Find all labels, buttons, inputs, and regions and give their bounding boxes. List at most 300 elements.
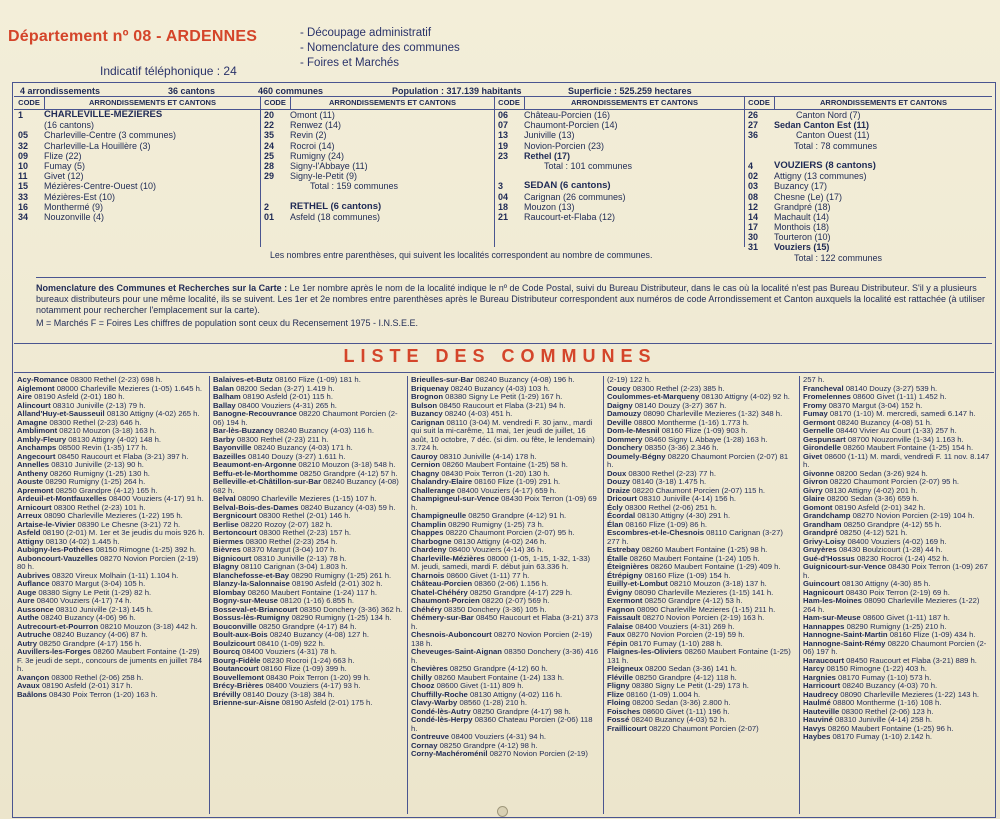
commune-name: Champigneulle [411, 511, 467, 520]
commune-entry [411, 495, 600, 512]
canton-code: 29 [264, 171, 275, 182]
commune-name: Anchamps [17, 443, 57, 452]
commune-name: Auboncourt-Vauzelles [17, 553, 98, 563]
commune-name: Flize [607, 689, 625, 699]
canton-row [744, 212, 992, 222]
commune-name: Gruyères [803, 545, 837, 554]
commune-details: 08800 Montherme (1-16) 1.773 h. [633, 417, 749, 427]
canton-code: 10 [18, 160, 29, 171]
commune-name: Fépin [607, 638, 628, 648]
commune-name: Auvillers-les-Forges [17, 647, 91, 656]
canton-row [260, 141, 494, 151]
binder-hole [497, 806, 508, 817]
commune-name: Fagnon [607, 604, 635, 614]
commune-name: Évigny [607, 587, 633, 597]
commune-details: 08210 Mouzon (3-18) 163 h. [59, 426, 157, 435]
commune-details: 08220 Rozoy (2-07) 182 h. [240, 519, 333, 529]
canton-name: Omont (11) [290, 110, 335, 120]
commune-details: 08240 Buzancy (4-03) 103 h. [450, 383, 550, 393]
commune-name: Givonne [803, 468, 834, 478]
commune-details: 08170 Fumay (1-10) 2.142 h. [832, 732, 933, 741]
commune-name: Aire [17, 392, 32, 401]
canton-row [494, 130, 744, 140]
canton-row [14, 130, 260, 140]
commune-details: 08380 Signy Le Petit (1-29) 173 h. [631, 681, 749, 690]
canton-row [260, 151, 494, 161]
canton-name: Canton Ouest (11) [796, 130, 870, 141]
code-header: CODE [260, 97, 291, 109]
commune-entry [411, 631, 600, 648]
commune-details: 08220 Chaumont Porcien (2-07) [648, 723, 759, 733]
commune-name: Bièvres [213, 545, 241, 554]
commune-details: 08140 Douzy (3-27) 367 h. [634, 400, 727, 410]
canton-code: 03 [748, 181, 759, 192]
commune-details: 08270 Novion Porcien (2-19) 163 h. [642, 613, 765, 622]
commune-name: Fraillicourt [607, 723, 647, 733]
commune-details: 08350 Donchery (3-36) 105 h. [443, 604, 547, 614]
commune-name: Doux [607, 468, 627, 478]
commune-name: Chuffilly-Roche [411, 689, 468, 699]
commune-details: 08200 Sedan (3-27) 1.419 h. [236, 383, 335, 393]
commune-name: Bosseval-et-Briancourt [213, 604, 298, 614]
commune-name: Daigny [607, 400, 633, 410]
commune-name: Bossus-lès-Rumigny [213, 613, 290, 622]
commune-name: Biermes [213, 536, 244, 546]
commune-details: 08430 Poix Terron (1-09) 267 h. [803, 562, 988, 580]
stat-arrondissements: 4 arrondissements [20, 86, 101, 96]
canton-row [494, 171, 744, 181]
canton-name: Vouziers (15) [774, 242, 830, 253]
canton-code: 24 [264, 140, 275, 151]
commune-name: Berlise [213, 519, 239, 529]
canton-row [260, 202, 494, 212]
commune-details: 08170 (1-10) M. mercredi, samedi 6.147 h. [829, 409, 976, 418]
commune-name: Champlin [411, 519, 447, 529]
canton-code: 07 [498, 120, 509, 131]
commune-name: Hannogne-Saint-Martin [803, 630, 888, 639]
canton-note: Les nombres entre parenthèses, qui suivent les localités correspondent au nombre de communes. [270, 250, 653, 260]
commune-details: 08110 Carignan (3-04) 1.803 h. [240, 562, 348, 571]
commune-details: 08090 Charleville Mezieres (1-15) 211 h. [636, 604, 776, 614]
canton-name: Total : 159 communes [310, 181, 399, 192]
commune-name: Bulson [411, 400, 438, 410]
commune-name: Antheny [17, 468, 48, 478]
canton-code: 31 [748, 242, 759, 253]
commune-details: 08240 Buzancy (4-03) 52 h. [631, 715, 727, 724]
commune-entry [607, 529, 796, 546]
commune-details: 08240 Buzancy (4-06) 96 h. [40, 613, 136, 622]
commune-name: Brognon [411, 392, 444, 401]
commune-name: Beffu-et-le-Morthomme [213, 468, 298, 478]
commune-details: 08270 Novion Porcien (2-19) 104 h. [852, 511, 975, 520]
commune-entry [607, 648, 796, 665]
commune-name: Ardeuil-et-Montfauxelles [17, 494, 107, 503]
commune-entry [213, 478, 404, 495]
canton-name: Chaumont-Porcien (14) [524, 120, 618, 131]
code-header: CODE [494, 97, 525, 109]
commune-details: 08130 Attigny (4-02) 148 h. [68, 434, 162, 444]
commune-details: 08240 Buzancy (4-08) 127 h. [269, 630, 369, 639]
canton-name: Attigny (13 communes) [774, 171, 867, 182]
canton-row [14, 151, 260, 161]
commune-name: Auflance [17, 579, 50, 588]
commune-details: 08220 Chaumont Porcien (2-07) 95 h. [829, 477, 959, 486]
commune-details: 08130 (4-02) 1.445 h. [45, 536, 120, 546]
canton-code [14, 120, 44, 130]
commune-details: 08260 Maubert Fontaine (1-24) 105 h. [629, 553, 760, 563]
commune-name: Baâlons [17, 689, 47, 699]
commune-name: Belval-Bois-des-Dames [213, 502, 299, 512]
bullet-item: - Découpage administratif [300, 26, 460, 41]
canton-name: CHARLEVILLE-MÉZIÈRES [44, 110, 163, 120]
commune-details: 08130 Attigny (4-02) 201 h. [824, 485, 918, 495]
commune-name: Hauviné [803, 715, 833, 724]
canton-code: 08 [748, 191, 759, 202]
commune-details: 08400 Vouziers (4-31) 78 h. [242, 647, 337, 656]
commune-details: 08400 Vouziers (4-31) 265 h. [237, 400, 337, 410]
commune-entry [607, 453, 796, 470]
canton-name: Mouzon (13) [524, 201, 575, 212]
canton-name: Asfeld (18 communes) [290, 211, 381, 222]
commune-details: 08130 Attigny (4-02) 92 h. [701, 392, 790, 401]
commune-details: 08240 Buzancy (4-03) 70 h. [842, 681, 938, 690]
commune-details: 08130 Attigny (4-02) 265 h. [106, 409, 200, 418]
commune-details: 08090 Charleville Mezieres (1-15) 141 h. [634, 587, 774, 597]
commune-name: Boutancourt [213, 664, 259, 673]
commune-name: Fligny [607, 681, 630, 690]
communes-column [408, 376, 604, 814]
commune-entry [213, 699, 404, 708]
canton-code [494, 171, 524, 181]
commune-details: 08400 Vouziers (4-17) 74 h. [36, 596, 132, 605]
commune-entry [17, 648, 206, 674]
commune-name: Auge [17, 587, 37, 597]
commune-name: Avaux [17, 681, 40, 690]
canton-code: 35 [264, 130, 275, 141]
commune-details: 08370 Margut (3-04) 105 h. [51, 579, 146, 588]
commune-name: Arnicourt [17, 502, 52, 512]
commune-entry [17, 555, 206, 572]
commune-name: Bourcq [213, 647, 240, 656]
commune-details: 08090 Charleville Mezieres (1-22) 195 h. [43, 511, 183, 520]
commune-details: 08600 Givet (1-11) 809 h. [436, 681, 524, 690]
canton-row [744, 181, 992, 191]
commune-details: 08220 Chaumont Porcien (2-06) 194 h. [213, 409, 398, 427]
commune-name: Buzancy [411, 409, 443, 418]
header [0, 0, 1000, 80]
commune-details: 08290 Rumigny (1-25) 264 h. [45, 477, 146, 486]
commune-details: 08250 Grandpre (4-12) 165 h. [55, 485, 158, 495]
commune-name: Banogne-Recouvrance [213, 409, 297, 418]
commune-details: 08170 Fumay (1-10) 288 h. [629, 638, 723, 648]
commune-details: 08090 Charleville Mezieres (1-22) 143 h. [840, 689, 980, 699]
communes-list [14, 372, 994, 813]
canton-row [744, 120, 992, 130]
commune-name: Ballay [213, 400, 236, 410]
canton-row [14, 212, 260, 222]
canton-row [744, 171, 992, 181]
stat-population: Population : 317.139 habitants [392, 86, 522, 96]
canton-name: Monthois (18) [774, 222, 830, 233]
commune-details: 08300 Rethel (2-01) 146 h. [258, 511, 351, 520]
commune-details: 08350 (3-36) 2.346 h. [644, 443, 719, 452]
canton-row [744, 161, 992, 171]
commune-name: Harricourt [803, 681, 841, 690]
commune-name: Ham-sur-Meuse [803, 613, 861, 622]
commune-entry [17, 691, 206, 700]
commune-name: Bogny-sur-Meuse [213, 596, 278, 605]
canton-code [260, 192, 290, 202]
commune-details: 08300 Rethel (2-06) 123 h. [841, 706, 934, 716]
commune-details: 08140 (3-18) 1.475 h. [632, 477, 707, 486]
canton-code: 18 [498, 201, 509, 212]
commune-name: Bouconville [213, 621, 257, 631]
commune-details: 08600 Givet (1-11) 77 h. [446, 570, 530, 580]
commune-name: Euilly-et-Lombut [607, 579, 668, 588]
commune-name: Acy-Romance [17, 376, 69, 384]
canton-name: Buzancy (17) [774, 181, 828, 192]
commune-name: Douzy [607, 477, 631, 486]
communes-column [800, 376, 994, 814]
commune-details: 08160 Flize (1-09) 86 h. [625, 519, 708, 529]
commune-details: 08210 Mouzon (3-18) 442 h. [100, 621, 198, 631]
canton-row [14, 161, 260, 171]
commune-name: Coucy [607, 383, 631, 393]
canton-name: Charleville-La Houillère (3) [44, 140, 151, 151]
commune-details: 08390 Le Chesne (3-21) 72 h. [77, 519, 181, 529]
canton-name: Total : 122 communes [794, 252, 883, 263]
commune-details: 08250 Grandpre (4-17) 84 h. [258, 621, 357, 631]
commune-details: 08110 (3-04) M. vendredi F. 30 janv., mardi qui suit la mi-carême, 11 mai, 1er jeudi de juillet, 16 août, 10 octobre, 7 déc. (si dim. ou fête, le lendemain) 3.724 h. [411, 417, 595, 452]
commune-entry [803, 597, 991, 614]
canton-row [260, 192, 494, 202]
header-bullets [300, 26, 460, 71]
commune-details: 08190 Asfeld (2-01) 302 h. [292, 579, 383, 588]
canton-row [744, 192, 992, 202]
canton-column [494, 97, 745, 247]
commune-name: Balan [213, 383, 234, 393]
commune-details: 08240 Buzancy (4-08) 196 h. [475, 376, 575, 384]
commune-name: Germont [803, 417, 836, 427]
canton-name: Signy-l'Abbaye (11) [290, 160, 368, 171]
commune-name: Chooz [411, 681, 435, 690]
commune-name: Condé-lès-Herpy [411, 715, 473, 724]
commune-name: Blagny [213, 562, 239, 571]
commune-name: Carignan [411, 417, 445, 427]
cantons-table [14, 96, 992, 272]
commune-name: Briquenay [411, 383, 449, 393]
commune-details: 08460 Signy L Abbaye (1-28) 163 h. [644, 434, 768, 444]
commune-name: Apremont [17, 485, 54, 495]
commune-details: 08700 Nouzonville (1-34) 1.163 h. [847, 434, 964, 444]
commune-name: Clavy-Warby [411, 698, 458, 707]
canton-column [260, 97, 495, 247]
canton-name: Rumigny (24) [290, 150, 345, 161]
commune-name: Écly [607, 502, 623, 512]
canton-name: SEDAN (6 cantons) [524, 181, 611, 192]
commune-name: Bergnicourt [213, 511, 257, 520]
stat-superficie: Superficie : 525.259 hectares [568, 86, 692, 96]
commune-details: 08190 Asfeld (2-01) 317 h. [41, 681, 133, 690]
canton-row [14, 120, 260, 130]
commune-name: Damouzy [607, 409, 642, 418]
arrondissement-header: ARRONDISSEMENTS ET CANTONS [820, 98, 947, 107]
commune-name: Amagne [17, 417, 48, 427]
commune-name: Blombay [213, 587, 246, 597]
canton-row [494, 110, 744, 120]
commune-details: 08380 Signy Le Petit (1-29) 167 h. [445, 392, 563, 401]
commune-details: 08210 Mouzon (3-18) 137 h. [669, 579, 767, 588]
commune-details: 08160 Flize (1-09) 434 h. [889, 630, 976, 639]
commune-name: Gespunsart [803, 434, 846, 444]
commune-name: Donchery [607, 443, 643, 452]
commune-name: Autrecourt-et-Pourron [17, 621, 99, 631]
canton-row [260, 110, 494, 120]
canton-row [744, 141, 992, 151]
commune-name: Foisches [607, 706, 641, 716]
commune-name: Alincourt [17, 400, 51, 410]
commune-details: 08240 Buzancy (4-03) 116 h. [275, 426, 374, 435]
commune-name: Haulmé [803, 698, 831, 707]
commune-name: Coulommes-et-Marqueny [607, 392, 700, 401]
commune-name: Givry [803, 485, 823, 495]
commune-details: 08450 Raucourt et Flaba (3-21) 94 h. [439, 400, 566, 410]
canton-row [14, 171, 260, 181]
commune-details: 08270 Novion Porcien (2-19) 138 h. [411, 630, 593, 648]
commune-details: 08250 Grandpre (4-12) 91 h. [468, 511, 567, 520]
commune-details: 08150 Rimogne (1-25) 392 h. [95, 545, 197, 554]
commune-name: Francheval [803, 383, 844, 393]
canton-name [524, 171, 744, 181]
commune-details: 08140 Douzy (3-27) 539 h. [845, 383, 938, 393]
commune-name: Gernelle [803, 426, 834, 435]
commune-name: Belleville-et-Châtillon-sur-Bar [213, 477, 322, 486]
commune-entry [411, 614, 600, 631]
canton-row [260, 181, 494, 191]
canton-code: 22 [264, 120, 275, 131]
commune-name: Gomont [803, 502, 833, 512]
commune-details: 08190 (2-01) M. 1er et 3e jeudis du mois 926 h. [42, 528, 205, 537]
commune-name: Château-Porcien [411, 579, 473, 588]
commune-details: 08600 Givet (1-11) 196 h. [642, 706, 730, 716]
commune-details: 08150 Rimogne (1-22) 403 h. [826, 664, 927, 673]
department-title: Département nº 08 - ARDENNES [8, 28, 258, 45]
commune-name: Girondelle [803, 443, 842, 452]
canton-row [260, 171, 494, 181]
commune-name: Chardeny [411, 545, 447, 554]
canton-name: Grandpré (18) [774, 201, 831, 212]
commune-details: 08160 Flize (1-09) 181 h. [274, 376, 361, 384]
commune-details: 08450 Raucourt et Flaba (3-21) 397 h. [57, 451, 189, 461]
nomenclature-title: Nomenclature des Communes et Recherches sur la Carte : [36, 283, 288, 293]
canton-name: Total : 101 communes [544, 160, 633, 171]
canton-code: 12 [748, 201, 759, 212]
canton-name: Givet (12) [44, 171, 84, 182]
commune-details: 08250 Grandpre (4-12) 53 h. [644, 596, 743, 605]
commune-entry [411, 750, 600, 759]
canton-name: Nouzonville (4) [44, 211, 105, 222]
canton-code: 34 [18, 211, 29, 222]
commune-details: 08250 Grandpre (4-17) 156 h. [39, 638, 142, 648]
canton-name: Renwez (14) [290, 120, 342, 131]
commune-details: 08300 Rethel (2-23) 101 h. [53, 502, 146, 512]
commune-details: 08160 Flize (1-09) 903 h. [661, 426, 748, 435]
commune-entry [411, 419, 600, 453]
commune-details: 08120 (1-16) 6.855 h. [280, 596, 355, 605]
commune-name: Ham-les-Moines [803, 596, 862, 605]
commune-name: Fleigneux [607, 664, 643, 673]
commune-name: Chappes [411, 528, 444, 537]
canton-name: Mézières-Centre-Ouest (10) [44, 181, 157, 192]
commune-details: 08400 Vouziers (4-17) 91 h. [108, 494, 204, 503]
commune-details: 08260 Maubert Fontaine (1-25) 154 h. [843, 443, 974, 452]
nomenclature-text: Le 1er nombre après le nom de la localité indique le nº de Code Postal, suivi du Bureau Distributeur, dans le cas où la localité n'est pas Bureau Distributeur. S'il y a plusieurs bureaux distributeurs pour une même localité, ils se suivent. Les 1er et 2e nombres entre parenthèses après le Bureau Distributeur correspondent aux numéros de code Arrondissement et Canton auxquels la localité est rattachée (à utiliser notamment pour rechercher l'emplacement sur la carte). [36, 283, 986, 315]
commune-name: Charnois [411, 570, 445, 580]
commune-name: Boult-aux-Bois [213, 630, 268, 639]
canton-code [494, 161, 524, 171]
commune-details: 08430 Poix Terron (1-20) 130 h. [441, 468, 550, 478]
commune-name: Bouvellemont [213, 672, 264, 682]
stat-communes: 460 communes [258, 86, 324, 96]
canton-name: Revin (2) [290, 130, 327, 141]
commune-details: 08410 (1-09) 922 h. [257, 638, 325, 648]
divider [14, 343, 992, 344]
commune-name: Guignicourt-sur-Vence [803, 562, 886, 571]
commune-details: 08090 Charleville Mezieres (1-15) 107 h. [237, 494, 377, 503]
commune-name: Grandchamp [803, 511, 851, 520]
commune-name: Autruche [17, 630, 51, 639]
commune-details: 08300 Rethel (2-23) 254 h. [245, 536, 338, 546]
commune-details: 08260 Maubert Fontaine (1-25) 131 h. [607, 647, 791, 665]
canton-name: Signy-le-Petit (9) [290, 171, 358, 182]
commune-details: 08240 Buzancy (4-03) 171 h. [253, 443, 353, 452]
commune-details: 08220 (2-07) 569 h. [481, 596, 550, 605]
commune-details: 08260 Maubert Fontaine (1-29) F. 3e jeudi de sept., concours de juments en juillet 784 h. [17, 647, 203, 673]
canton-row [494, 161, 744, 171]
canton-row [260, 130, 494, 140]
commune-details: 08400 Vouziers (4-31) 269 h. [635, 621, 735, 631]
commune-name: Belval [213, 494, 236, 503]
commune-name: Grandham [803, 519, 842, 529]
commune-name: Chesnois-Auboncourt [411, 630, 492, 639]
commune-name: Faissault [607, 613, 641, 622]
commune-details: 08300 Rethel (2-23) 77 h. [628, 468, 716, 478]
canton-name: Tourteron (10) [774, 232, 831, 243]
canton-code: 09 [18, 150, 29, 161]
commune-name: Éteignières [607, 562, 649, 571]
canton-code: 3 [498, 181, 504, 192]
canton-code: 23 [498, 150, 509, 161]
canton-column-header [744, 97, 992, 110]
canton-row [260, 161, 494, 171]
commune-details: 257 h. [803, 376, 825, 384]
canton-name: Sedan Canton Est (11) [774, 120, 870, 131]
canton-name: Total : 78 communes [794, 140, 878, 151]
commune-details: (2-19) 122 h. [607, 376, 652, 384]
commune-name: Chevières [411, 664, 448, 673]
canton-code: 28 [264, 160, 275, 171]
phone-prefix: Indicatif téléphonique : 24 [100, 64, 237, 78]
canton-code: 13 [498, 130, 509, 141]
commune-entry [411, 555, 600, 572]
canton-row [744, 202, 992, 212]
canton-row [14, 110, 260, 120]
commune-name: Arreux [17, 511, 42, 520]
commune-name: Haybes [803, 732, 831, 741]
commune-name: Brienne-sur-Aisne [213, 698, 280, 707]
commune-name: Falaise [607, 621, 634, 631]
commune-details: 08260 Maubert Fontaine (1-25) 58 h. [442, 460, 568, 469]
